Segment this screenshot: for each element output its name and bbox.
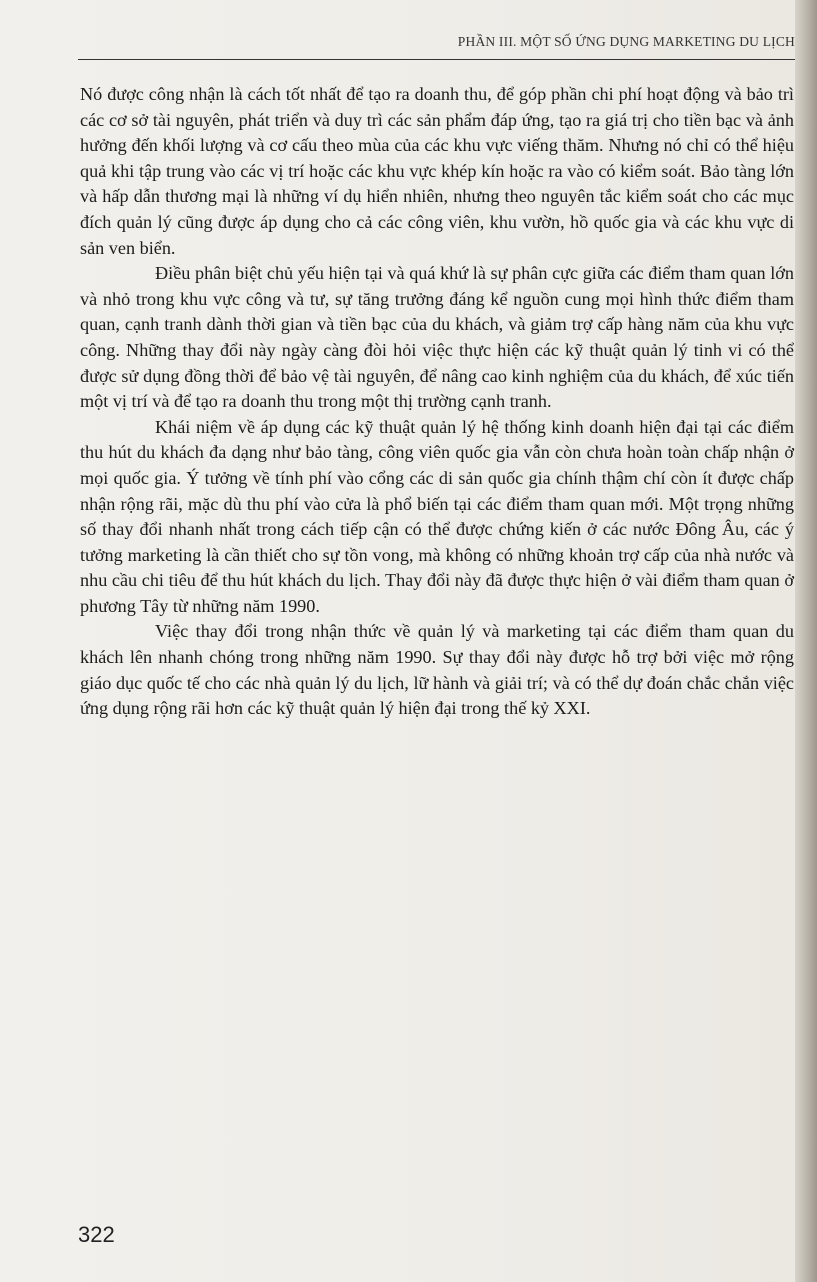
body-text (80, 82, 794, 722)
header-rule (78, 59, 795, 60)
paragraph-2: Điều phân biệt chủ yếu hiện tại và quá khứ là sự phân cực giữa các điểm tham quan lớn và nhỏ trong khu vực công và tư, sự tăng trưởng đáng kể nguồn cung mọi hình thức điểm tham quan, cạnh tranh dành thời gian và tiền bạc của du khách, và giảm trợ cấp hàng năm của khu vực công. Những thay đổi này ngày càng đòi hỏi việc thực hiện các kỹ thuật quản lý tinh vi có thể được sử dụng đồng thời để bảo vệ tài nguyên, để nâng cao kinh nghiệm của du khách, để xúc tiến một vị trí và để tạo ra doanh thu trong một thị trường cạnh tranh. (80, 263, 794, 412)
running-header: PHẦN III. MỘT SỐ ỨNG DỤNG MARKETING DU LỊCH (457, 34, 795, 49)
paragraph-1: Nó được công nhận là cách tốt nhất để tạo ra doanh thu, để góp phần chi phí hoạt động và bảo trì các cơ sở tài nguyên, phát triển và duy trì các sản phẩm đáp ứng, tạo ra giá trị cho tiền bạc và ảnh hưởng đến khối lượng và cơ cấu theo mùa của các khu vực viếng thăm. Nhưng nó chỉ có thể hiệu quả khi tập trung vào các vị trí hoặc các khu vực khép kín hoặc ra vào có kiểm soát. Bảo tàng lớn và hấp dẫn thương mại là những ví dụ hiển nhiên, nhưng theo nguyên tắc kiểm soát cho các mục đích quản lý cũng được áp dụng cho cả các công viên, khu vườn, hồ quốc gia và các khu vực di sản ven biển. (80, 84, 794, 258)
page-edge (795, 0, 817, 1282)
paragraph-3: Khái niệm về áp dụng các kỹ thuật quản lý hệ thống kinh doanh hiện đại tại các điểm thu hút du khách đa dạng như bảo tàng, công viên quốc gia vẫn còn chưa hoàn toàn chấp nhận ở mọi quốc gia. Ý tưởng về tính phí vào cổng các di sản quốc gia chính thậm chí còn ít được chấp nhận rộng rãi, mặc dù thu phí vào cửa là phổ biến tại các điểm tham quan mới. Một trọng những số thay đổi nhanh nhất trong cách tiếp cận có thể được chứng kiến ở các nước Đông Âu, các ý tưởng marketing là cần thiết cho sự tồn vong, mà không có những khoản trợ cấp của nhà nước và nhu cầu chi tiêu để thu hút khách du lịch. Thay đổi này đã được thực hiện ở vài điểm tham quan ở phương Tây từ những năm 1990. (80, 416, 794, 616)
paragraph-4: Việc thay đổi trong nhận thức về quản lý và marketing tại các điểm tham quan du khách lên nhanh chóng trong những năm 1990. Sự thay đổi này được hỗ trợ bởi việc mở rộng giáo dục quốc tế cho các nhà quản lý du lịch, lữ hành và giải trí; và có thể dự đoán chắc chắn việc ứng dụng rộng rãi hơn các kỹ thuật quản lý hiện đại trong thế kỷ XXI. (80, 621, 794, 719)
page-number: 322 (78, 1222, 115, 1247)
